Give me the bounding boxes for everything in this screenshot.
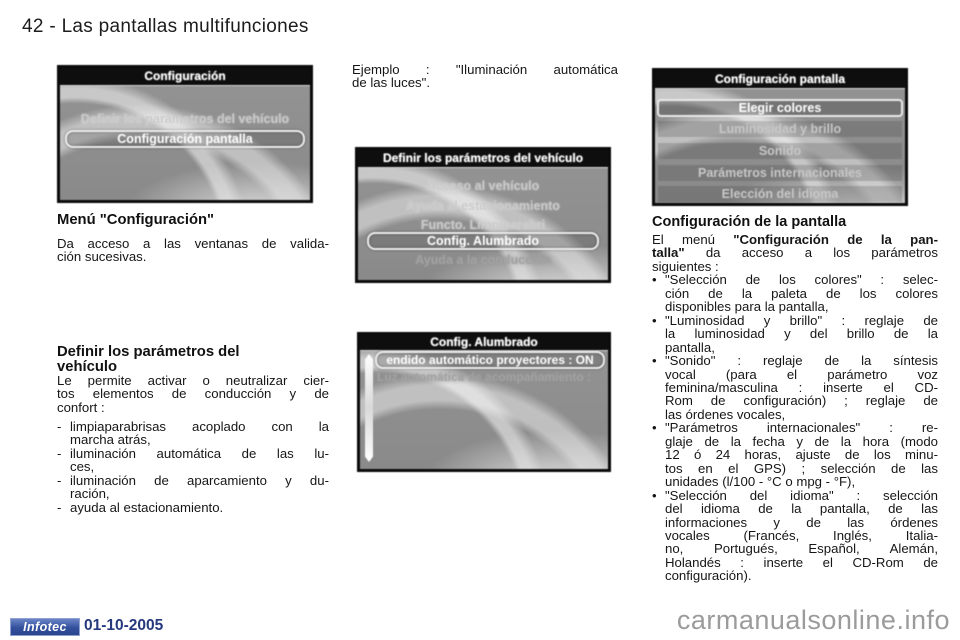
bullet-item: • "Selección del idioma" : selección del idioma de la pantalla, de las informaciones y de las órdenes vocales (Francés, Inglés, Italia- no, Portugués, Español, Alemán, Holandés : inserte el CD-Rom de configuración). xyxy=(652,487,938,584)
section-heading-menu-configuracion: Menú "Configuración" xyxy=(57,212,215,228)
dash-marker: - xyxy=(57,472,62,488)
intro-line: siguientes : xyxy=(652,258,719,274)
menu-item: Sonido xyxy=(658,143,902,159)
menu-item-selected: endido automático proyectores : ON xyxy=(375,351,605,369)
menu-item: Definir los parámetros del vehículo xyxy=(80,112,290,126)
bullet-marker: • xyxy=(652,312,657,328)
menu-item-selected: Config. Alumbrado xyxy=(367,232,599,250)
bullet-item: • "Sonido" : reglaje de la síntesis vocal (para el parámetro voz feminina/masculina : inserte el CD- Rom de configuración) ; reglaje de las órdenes vocales, xyxy=(652,353,938,422)
paragraph: Le permite activar o neutralizar cier- tos elementos de conducción y de confort : xyxy=(57,373,329,415)
list-item: - iluminación de aparcamiento y du- ración, xyxy=(57,472,329,502)
screen-definir-parametros xyxy=(355,147,611,283)
print-date: 01-10-2005 xyxy=(84,617,164,634)
menu-item-selected: Configuración pantalla xyxy=(65,130,305,148)
watermark: carmanualsonline.info xyxy=(676,605,950,635)
screen-config-alumbrado xyxy=(357,332,611,472)
bullet-marker: • xyxy=(652,353,657,369)
intro-line: El menú "Configuración de la pan- xyxy=(652,232,938,247)
screen-configuracion-pantalla xyxy=(652,68,908,206)
dash-marker: - xyxy=(57,419,62,434)
section-heading-configuracion-pantalla: Configuración de la pantalla xyxy=(652,214,847,230)
screen-title-bar: Definir los parámetros del vehículo xyxy=(358,150,608,168)
menu-item: Ayuda a la conducción xyxy=(415,253,551,267)
dash-marker: - xyxy=(57,445,62,461)
screen-title-bar: Configuración xyxy=(60,68,310,86)
page-title: Las pantallas multifunciones xyxy=(61,16,309,37)
scrollbar xyxy=(365,354,373,462)
bullet-item: • "Luminosidad y brillo" : reglaje de la luminosidad y del brillo de la pantalla, xyxy=(652,312,938,355)
bullet-marker: • xyxy=(652,420,657,436)
section-heading-definir-parametros: Definir los parámetros del vehículo xyxy=(57,344,240,375)
dash-marker: - xyxy=(57,499,62,515)
list-item: - iluminación automática de las lu- ces, xyxy=(57,445,329,475)
infotec-logo: Infotec xyxy=(10,618,80,636)
page-header xyxy=(22,16,309,38)
menu-item-selected: Elegir colores xyxy=(657,99,903,117)
menu-item: Acceso al vehículo xyxy=(426,179,540,193)
menu-item: Parámetros internacionales xyxy=(658,165,902,181)
menu-item: Ayuda al estacionamiento xyxy=(406,199,560,213)
dash-list xyxy=(57,420,329,514)
paragraph: Da acceso a las ventanas de valida- ción sucesivas. xyxy=(57,236,329,265)
menu-item: Luminosidad y brillo xyxy=(658,121,902,137)
bullet-marker: • xyxy=(652,487,657,503)
screen-title-bar: Config. Alumbrado xyxy=(360,335,608,351)
example-caption: Ejemplo : "Iluminación automática de las luces". xyxy=(352,62,618,91)
screen-title-bar: Configuración pantalla xyxy=(655,71,905,89)
bullet-item: • "Selección de los colores" : selec- ción de la paleta de los colores disponibles para la pantalla, xyxy=(652,272,938,315)
bullet-item: • "Parámetros internacionales" : re- glaje de la fecha y de la hora (modo 12 ó 24 horas, ajuste de los minu- tos en el GPS) ; selección de las unidades (l/100 - °C o mpg - °F), xyxy=(652,420,938,490)
intro-line: talla" da acceso a los parámetros xyxy=(652,245,938,261)
list-item: - limpiaparabrisas acoplado con la marcha atrás, xyxy=(57,419,329,448)
header-separator: - xyxy=(49,16,56,37)
bullet-marker: • xyxy=(652,272,657,288)
list-item: - ayuda al estacionamiento. xyxy=(57,499,224,515)
menu-item: Luz automática de acompañamiento : xyxy=(377,370,592,384)
page-number: 42 xyxy=(22,16,44,37)
right-column-body xyxy=(652,233,938,583)
screen-configuracion xyxy=(57,65,313,203)
menu-item: Elección del idioma xyxy=(658,186,902,202)
menu-item: Functo. Limp/parabri xyxy=(420,218,546,232)
